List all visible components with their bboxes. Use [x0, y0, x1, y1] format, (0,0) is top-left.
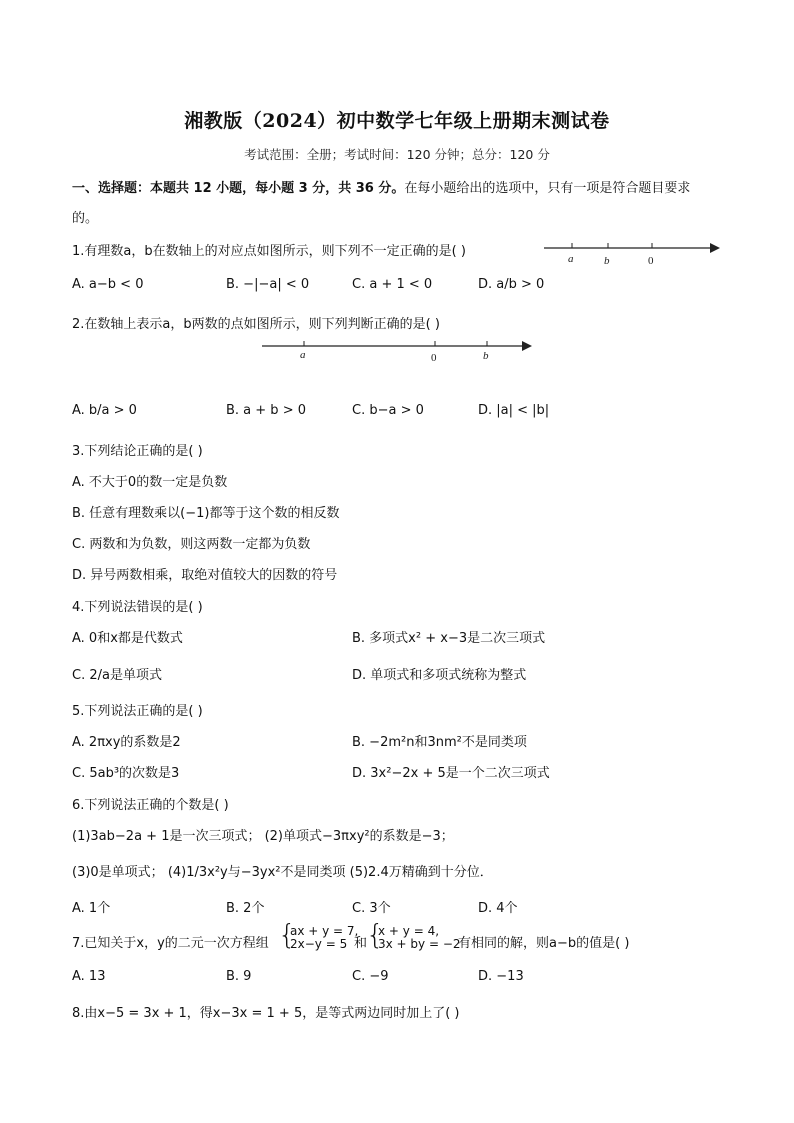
brace-icon: {	[366, 918, 384, 951]
question-5-option-d[interactable]: D. 3x²−2x + 5是一个二次三项式	[352, 766, 550, 781]
question-3-option-b[interactable]: B. 任意有理数乘以(−1)都等于这个数的相反数	[72, 506, 340, 521]
question-1-number-line	[540, 236, 725, 268]
question-4-option-d[interactable]: D. 单项式和多项式统称为整式	[352, 668, 527, 683]
question-3-stem: 3.下列结论正确的是( )	[72, 444, 203, 459]
axis-label-b: b	[604, 255, 610, 267]
question-4-option-a[interactable]: A. 0和x都是代数式	[72, 631, 183, 646]
question-5-option-b[interactable]: B. −2m²n和3nm²不是同类项	[352, 735, 527, 750]
question-6-stem: 6.下列说法正确的个数是( )	[72, 798, 229, 813]
question-8-stem: 8.由x−5 = 3x + 1，得x−3x = 1 + 5，是等式两边同时加上了( )	[72, 1006, 460, 1021]
question-5-option-c[interactable]: C. 5ab³的次数是3	[72, 766, 180, 781]
section-heading	[72, 177, 690, 196]
axis-label-b: b	[483, 350, 489, 362]
question-6-option-b[interactable]: B. 2个	[226, 901, 265, 916]
axis-arrow	[522, 341, 532, 351]
question-1-stem: 1.有理数a，b在数轴上的对应点如图所示，则下列不一定正确的是( )	[72, 244, 466, 259]
section-heading-rest: 在每小题给出的选项中，只有一项是符合题目要求	[404, 181, 691, 196]
question-2-option-d[interactable]: D. |a| < |b|	[478, 403, 550, 418]
question-7-stem-and: 和	[354, 936, 368, 951]
section-heading-bold: 一、选择题：本题共 12 小题，每小题 3 分，共 36 分。	[72, 181, 405, 196]
question-2-option-b[interactable]: B. a + b > 0	[226, 403, 306, 418]
question-6-option-d[interactable]: D. 4个	[478, 901, 518, 916]
equation-system-1	[278, 918, 359, 954]
axis-label-a: a	[568, 253, 574, 265]
axis-label-a: a	[300, 349, 306, 361]
section-heading-cont: 的。	[72, 211, 99, 226]
question-5-stem: 5.下列说法正确的是( )	[72, 704, 203, 719]
question-3-option-d[interactable]: D. 异号两数相乘，取绝对值较大的因数的符号	[72, 568, 338, 583]
question-1-option-c[interactable]: C. a + 1 < 0	[352, 277, 433, 292]
brace-icon: {	[278, 918, 296, 951]
question-7-option-b[interactable]: B. 9	[226, 969, 252, 984]
question-4-stem: 4.下列说法错误的是( )	[72, 600, 203, 615]
question-7-stem-end: 有相同的解，则a−b的值是( )	[458, 936, 630, 951]
system-2-eq-2: 3x + by = −2	[378, 937, 461, 951]
system-1-eq-2: 2x−y = 5	[290, 937, 348, 951]
question-6-option-c[interactable]: C. 3个	[352, 901, 391, 916]
question-6-statements-1: (1)3ab−2a + 1是一次三项式； (2)单项式−3πxy²的系数是−3；	[72, 829, 454, 844]
question-2-option-a[interactable]: A. b/a > 0	[72, 403, 137, 418]
question-7-option-c[interactable]: C. −9	[352, 969, 389, 984]
exam-info: 考试范围：全册；考试时间：120 分钟；总分：120 分	[244, 147, 550, 162]
question-7-option-a[interactable]: A. 13	[72, 969, 106, 984]
question-2-option-c[interactable]: C. b−a > 0	[352, 403, 424, 418]
system-2-eq-1: x + y = 4,	[378, 924, 440, 938]
question-3-option-c[interactable]: C. 两数和为负数，则这两数一定都为负数	[72, 537, 311, 552]
question-4-option-c[interactable]: C. 2/a是单项式	[72, 668, 162, 683]
question-6-statements-2: (3)0是单项式； (4)1/3x²y与−3yx²不是同类项 (5)2.4万精确到十分位．	[72, 865, 493, 880]
axis-arrow	[710, 243, 720, 253]
page-title: 湘教版（2024）初中数学七年级上册期末测试卷	[184, 110, 610, 132]
question-6-option-a[interactable]: A. 1个	[72, 901, 111, 916]
question-4-option-b[interactable]: B. 多项式x² + x−3是二次三项式	[352, 631, 546, 646]
system-1-eq-1: ax + y = 7,	[290, 924, 359, 938]
question-1-option-a[interactable]: A. a−b < 0	[72, 277, 144, 292]
question-2-stem: 2.在数轴上表示a，b两数的点如图所示，则下列判断正确的是( )	[72, 317, 440, 332]
question-3-option-a[interactable]: A. 不大于0的数一定是负数	[72, 475, 228, 490]
question-2-number-line	[258, 334, 538, 366]
question-1-option-d[interactable]: D. a/b > 0	[478, 277, 545, 292]
axis-label-0: 0	[431, 352, 437, 364]
axis-label-0: 0	[648, 255, 654, 267]
question-7-option-d[interactable]: D. −13	[478, 969, 524, 984]
equation-system-2	[366, 918, 461, 954]
question-5-option-a[interactable]: A. 2πxy的系数是2	[72, 735, 181, 750]
question-1-option-b[interactable]: B. −|−a| < 0	[226, 277, 310, 292]
question-7-stem-start: 7.已知关于x，y的二元一次方程组	[72, 936, 269, 951]
